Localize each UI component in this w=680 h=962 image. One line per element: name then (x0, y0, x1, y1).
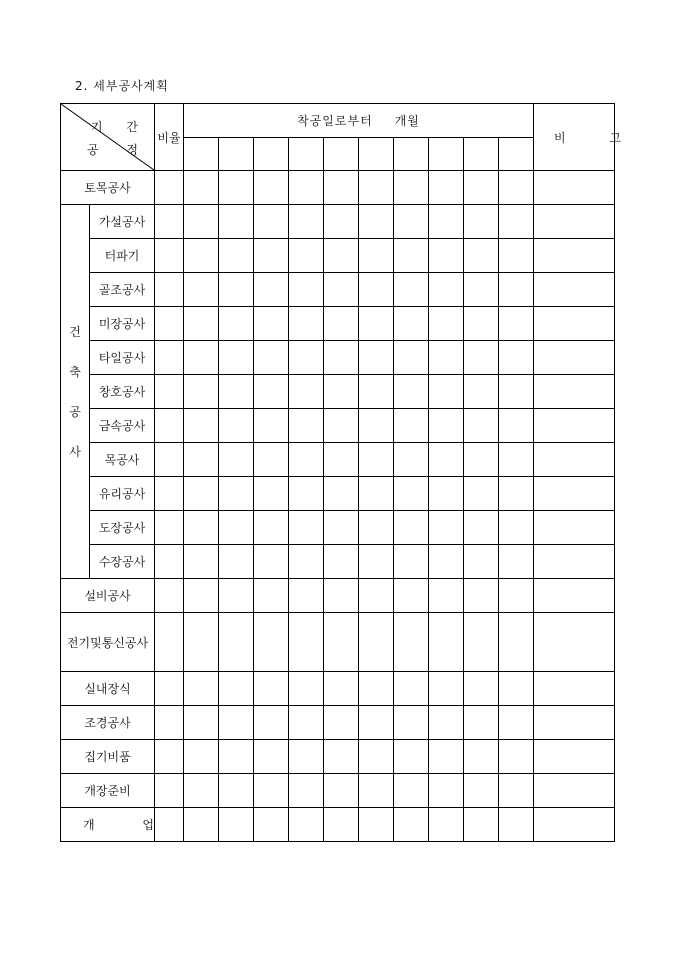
schedule-cell[interactable] (359, 545, 394, 579)
ratio-cell[interactable] (155, 477, 184, 511)
schedule-cell[interactable] (324, 808, 359, 842)
schedule-cell[interactable] (359, 706, 394, 740)
month-cell-2[interactable] (219, 138, 254, 171)
schedule-cell[interactable] (219, 477, 254, 511)
schedule-cell[interactable] (359, 774, 394, 808)
remarks-cell[interactable] (534, 239, 615, 273)
schedule-cell[interactable] (324, 672, 359, 706)
schedule-cell[interactable] (359, 307, 394, 341)
schedule-cell[interactable] (254, 774, 289, 808)
schedule-cell[interactable] (499, 545, 534, 579)
schedule-cell[interactable] (219, 341, 254, 375)
schedule-cell[interactable] (184, 545, 219, 579)
schedule-cell[interactable] (324, 171, 359, 205)
opening-label: 개 업 (83, 818, 176, 832)
schedule-cell[interactable] (254, 205, 289, 239)
building-group-char: 공 (69, 404, 81, 419)
schedule-cell[interactable] (184, 239, 219, 273)
remarks-cell[interactable] (534, 443, 615, 477)
remarks-cell[interactable] (534, 613, 615, 672)
process-label-earthwork: 토목공사 (61, 171, 155, 205)
schedule-cell[interactable] (184, 341, 219, 375)
schedule-cell[interactable] (324, 409, 359, 443)
remarks-cell[interactable] (534, 477, 615, 511)
schedule-cell[interactable] (499, 409, 534, 443)
schedule-cell[interactable] (464, 579, 499, 613)
schedule-cell[interactable] (359, 239, 394, 273)
schedule-cell[interactable] (359, 740, 394, 774)
schedule-cell[interactable] (464, 808, 499, 842)
schedule-cell[interactable] (289, 341, 324, 375)
schedule-cell[interactable] (394, 239, 429, 273)
schedule-cell[interactable] (499, 672, 534, 706)
process-label-temporary: 가설공사 (90, 205, 155, 239)
schedule-cell[interactable] (464, 409, 499, 443)
schedule-cell[interactable] (219, 273, 254, 307)
remarks-cell[interactable] (534, 579, 615, 613)
remarks-cell[interactable] (534, 808, 615, 842)
schedule-cell[interactable] (324, 477, 359, 511)
schedule-cell[interactable] (254, 409, 289, 443)
schedule-cell[interactable] (429, 613, 464, 672)
schedule-cell[interactable] (254, 706, 289, 740)
process-label-windows: 창호공사 (90, 375, 155, 409)
schedule-cell[interactable] (219, 409, 254, 443)
schedule-cell[interactable] (394, 740, 429, 774)
schedule-cell[interactable] (359, 672, 394, 706)
schedule-cell[interactable] (289, 613, 324, 672)
schedule-cell[interactable] (219, 239, 254, 273)
schedule-cell[interactable] (254, 375, 289, 409)
schedule-cell[interactable] (429, 774, 464, 808)
schedule-cell[interactable] (499, 375, 534, 409)
schedule-cell[interactable] (464, 375, 499, 409)
schedule-cell[interactable] (184, 307, 219, 341)
process-label-painting: 도장공사 (90, 511, 155, 545)
schedule-cell[interactable] (324, 774, 359, 808)
schedule-cell[interactable] (394, 774, 429, 808)
building-group-label (61, 205, 90, 579)
schedule-cell[interactable] (464, 477, 499, 511)
month-cell-7[interactable] (394, 138, 429, 171)
process-label-carpentry: 목공사 (90, 443, 155, 477)
schedule-cell[interactable] (324, 740, 359, 774)
schedule-cell[interactable] (464, 740, 499, 774)
process-label-tile: 타일공사 (90, 341, 155, 375)
process-label-excavation: 터파기 (90, 239, 155, 273)
schedule-cell[interactable] (184, 808, 219, 842)
schedule-cell[interactable] (429, 171, 464, 205)
schedule-cell[interactable] (289, 774, 324, 808)
remarks-cell[interactable] (534, 205, 615, 239)
schedule-cell[interactable] (184, 375, 219, 409)
month-cell-3[interactable] (254, 138, 289, 171)
schedule-cell[interactable] (394, 706, 429, 740)
table-row (61, 808, 615, 842)
schedule-cell[interactable] (219, 205, 254, 239)
period-process-header-cell (61, 104, 155, 171)
construction-schedule-table (60, 103, 641, 842)
table-row (61, 171, 615, 205)
table-row (61, 307, 615, 341)
schedule-cell[interactable] (359, 375, 394, 409)
building-group-char: 축 (69, 364, 81, 379)
process-label-frame: 골조공사 (90, 273, 155, 307)
schedule-cell[interactable] (219, 511, 254, 545)
remarks-header (534, 104, 641, 171)
remarks-cell[interactable] (534, 672, 615, 706)
schedule-cell[interactable] (324, 443, 359, 477)
table-row (61, 443, 615, 477)
table-row (61, 613, 615, 672)
schedule-cell[interactable] (184, 613, 219, 672)
schedule-cell[interactable] (289, 307, 324, 341)
ratio-cell[interactable] (155, 409, 184, 443)
table-row (61, 205, 615, 239)
schedule-cell[interactable] (289, 477, 324, 511)
schedule-cell[interactable] (429, 808, 464, 842)
schedule-cell[interactable] (429, 579, 464, 613)
schedule-cell[interactable] (324, 307, 359, 341)
schedule-cell[interactable] (359, 579, 394, 613)
process-label-electrical: 전기및통신공사 (61, 613, 155, 672)
ratio-cell[interactable] (155, 672, 184, 706)
schedule-cell[interactable] (359, 341, 394, 375)
process-label-finishing: 수장공사 (90, 545, 155, 579)
schedule-cell[interactable] (254, 545, 289, 579)
remarks-cell[interactable] (534, 307, 615, 341)
schedule-cell[interactable] (254, 341, 289, 375)
month-cell-10[interactable] (499, 138, 534, 171)
schedule-cell[interactable] (184, 443, 219, 477)
schedule-cell[interactable] (499, 239, 534, 273)
process-label-metal: 금속공사 (90, 409, 155, 443)
ratio-cell[interactable] (155, 740, 184, 774)
schedule-cell[interactable] (324, 239, 359, 273)
schedule-cell[interactable] (394, 808, 429, 842)
schedule-cell[interactable] (184, 511, 219, 545)
ratio-cell[interactable] (155, 375, 184, 409)
schedule-cell[interactable] (219, 545, 254, 579)
schedule-cell[interactable] (499, 307, 534, 341)
schedule-cell[interactable] (219, 672, 254, 706)
schedule-cell[interactable] (464, 613, 499, 672)
schedule-cell[interactable] (359, 613, 394, 672)
schedule-cell[interactable] (254, 239, 289, 273)
schedule-cell[interactable] (184, 672, 219, 706)
remarks-cell[interactable] (534, 511, 615, 545)
schedule-cell[interactable] (254, 511, 289, 545)
ratio-cell[interactable] (155, 545, 184, 579)
schedule-cell[interactable] (429, 239, 464, 273)
schedule-cell[interactable] (289, 511, 324, 545)
ratio-cell[interactable] (155, 341, 184, 375)
month-cell-8[interactable] (429, 138, 464, 171)
process-label-equipment: 설비공사 (61, 579, 155, 613)
table-row (61, 706, 615, 740)
schedule-cell[interactable] (499, 443, 534, 477)
schedule-cell[interactable] (429, 443, 464, 477)
table-row (61, 273, 615, 307)
schedule-cell[interactable] (289, 672, 324, 706)
schedule-cell[interactable] (289, 205, 324, 239)
schedule-cell[interactable] (394, 672, 429, 706)
schedule-cell[interactable] (219, 443, 254, 477)
schedule-cell[interactable] (219, 706, 254, 740)
schedule-cell[interactable] (289, 409, 324, 443)
ratio-cell[interactable] (155, 239, 184, 273)
schedule-cell[interactable] (429, 341, 464, 375)
schedule-cell[interactable] (184, 477, 219, 511)
schedule-cell[interactable] (394, 375, 429, 409)
schedule-cell[interactable] (464, 706, 499, 740)
month-cell-5[interactable] (324, 138, 359, 171)
schedule-cell[interactable] (359, 409, 394, 443)
schedule-cell[interactable] (429, 375, 464, 409)
month-cell-6[interactable] (359, 138, 394, 171)
process-label-preparation: 개장준비 (61, 774, 155, 808)
schedule-cell[interactable] (289, 171, 324, 205)
schedule-cell[interactable] (219, 740, 254, 774)
month-cell-1[interactable] (184, 138, 219, 171)
schedule-cell[interactable] (254, 477, 289, 511)
schedule-cell[interactable] (499, 774, 534, 808)
schedule-cell[interactable] (429, 511, 464, 545)
ratio-cell[interactable] (155, 579, 184, 613)
schedule-cell[interactable] (184, 205, 219, 239)
schedule-cell[interactable] (499, 740, 534, 774)
schedule-cell[interactable] (464, 341, 499, 375)
schedule-cell[interactable] (184, 171, 219, 205)
months-from-start-header (184, 104, 534, 138)
schedule-cell[interactable] (184, 774, 219, 808)
table-row (61, 579, 615, 613)
schedule-cell[interactable] (289, 375, 324, 409)
schedule-cell[interactable] (464, 443, 499, 477)
table-row (61, 672, 615, 706)
schedule-cell[interactable] (429, 477, 464, 511)
remarks-cell[interactable] (534, 171, 615, 205)
remarks-cell[interactable] (534, 409, 615, 443)
process-label: 공 정 (87, 143, 150, 157)
schedule-cell[interactable] (219, 579, 254, 613)
schedule-cell[interactable] (394, 205, 429, 239)
schedule-cell[interactable] (394, 443, 429, 477)
schedule-cell[interactable] (499, 273, 534, 307)
remarks-cell[interactable] (534, 740, 615, 774)
schedule-cell[interactable] (289, 545, 324, 579)
schedule-cell[interactable] (394, 613, 429, 672)
diagonal-line (61, 104, 154, 170)
schedule-cell[interactable] (464, 205, 499, 239)
process-label-furniture: 집기비품 (61, 740, 155, 774)
table-row (61, 409, 615, 443)
schedule-cell[interactable] (254, 613, 289, 672)
remarks-cell[interactable] (534, 341, 615, 375)
month-cell-4[interactable] (289, 138, 324, 171)
schedule-cell[interactable] (254, 443, 289, 477)
table-row (61, 477, 615, 511)
process-label-glass: 유리공사 (90, 477, 155, 511)
schedule-cell[interactable] (429, 307, 464, 341)
ratio-cell[interactable] (155, 273, 184, 307)
schedule-cell[interactable] (499, 171, 534, 205)
period-label: 기 간 (91, 120, 148, 134)
schedule-cell[interactable] (394, 273, 429, 307)
schedule-cell[interactable] (324, 341, 359, 375)
schedule-cell[interactable] (254, 672, 289, 706)
schedule-cell[interactable] (324, 706, 359, 740)
section-heading: 2. 세부공사계획 (75, 79, 169, 93)
schedule-cell[interactable] (324, 511, 359, 545)
schedule-cell[interactable] (219, 774, 254, 808)
schedule-cell[interactable] (289, 808, 324, 842)
schedule-cell[interactable] (499, 511, 534, 545)
schedule-cell[interactable] (359, 511, 394, 545)
schedule-cell[interactable] (324, 375, 359, 409)
schedule-cell[interactable] (184, 706, 219, 740)
table-row (61, 774, 615, 808)
schedule-cell[interactable] (254, 740, 289, 774)
schedule-cell[interactable] (184, 740, 219, 774)
month-cell-9[interactable] (464, 138, 499, 171)
schedule-cell[interactable] (464, 239, 499, 273)
schedule-cell[interactable] (499, 205, 534, 239)
ratio-cell[interactable] (155, 171, 184, 205)
schedule-cell[interactable] (499, 341, 534, 375)
header-row-1 (61, 104, 615, 138)
schedule-cell[interactable] (254, 273, 289, 307)
schedule-cell[interactable] (254, 808, 289, 842)
ratio-cell[interactable] (155, 511, 184, 545)
schedule-cell[interactable] (499, 477, 534, 511)
schedule-cell[interactable] (464, 545, 499, 579)
schedule-cell[interactable] (394, 477, 429, 511)
schedule-cell[interactable] (289, 579, 324, 613)
schedule-cell[interactable] (359, 477, 394, 511)
process-label-plaster: 미장공사 (90, 307, 155, 341)
schedule-cell[interactable] (254, 579, 289, 613)
schedule-cell[interactable] (254, 307, 289, 341)
process-label-landscape: 조경공사 (61, 706, 155, 740)
process-label-opening (61, 808, 176, 842)
remarks-cell[interactable] (534, 774, 615, 808)
schedule-cell[interactable] (324, 613, 359, 672)
schedule-cell[interactable] (499, 613, 534, 672)
schedule-cell[interactable] (324, 273, 359, 307)
table-row (61, 341, 615, 375)
remarks-cell[interactable] (534, 545, 615, 579)
schedule-cell[interactable] (184, 273, 219, 307)
ratio-cell[interactable] (155, 205, 184, 239)
schedule-cell[interactable] (394, 545, 429, 579)
ratio-cell[interactable] (155, 774, 184, 808)
ratio-cell[interactable] (155, 307, 184, 341)
remarks-label: 비 고 (554, 130, 641, 145)
building-group-char: 사 (69, 444, 81, 459)
process-label-interior: 실내장식 (61, 672, 155, 706)
schedule-cell[interactable] (219, 808, 254, 842)
schedule-cell[interactable] (219, 613, 254, 672)
schedule-cell[interactable] (499, 706, 534, 740)
schedule-cell[interactable] (184, 409, 219, 443)
schedule-cell[interactable] (359, 171, 394, 205)
schedule-cell[interactable] (394, 409, 429, 443)
ratio-cell[interactable] (155, 613, 184, 672)
ratio-header: 비율 (155, 104, 184, 171)
schedule-cell[interactable] (359, 205, 394, 239)
schedule-cell[interactable] (394, 341, 429, 375)
schedule-cell[interactable] (289, 443, 324, 477)
schedule-cell[interactable] (464, 273, 499, 307)
table-row (61, 545, 615, 579)
ratio-cell[interactable] (155, 706, 184, 740)
schedule-cell[interactable] (359, 808, 394, 842)
schedule-cell[interactable] (429, 672, 464, 706)
table-row (61, 511, 615, 545)
schedule-cell[interactable] (429, 409, 464, 443)
month-suffix: 개월 (394, 114, 420, 128)
remarks-cell[interactable] (534, 273, 615, 307)
schedule-cell[interactable] (359, 273, 394, 307)
schedule-cell[interactable] (429, 273, 464, 307)
schedule-cell[interactable] (254, 171, 289, 205)
schedule-cell[interactable] (289, 740, 324, 774)
building-group-char: 건 (69, 324, 81, 339)
schedule-cell[interactable] (499, 808, 534, 842)
schedule-cell[interactable] (464, 774, 499, 808)
schedule-cell[interactable] (394, 579, 429, 613)
schedule-cell[interactable] (429, 545, 464, 579)
schedule-cell[interactable] (429, 205, 464, 239)
schedule-cell[interactable] (429, 740, 464, 774)
schedule-cell[interactable] (464, 171, 499, 205)
schedule-cell[interactable] (429, 706, 464, 740)
schedule-cell[interactable] (464, 511, 499, 545)
schedule-cell[interactable] (499, 579, 534, 613)
schedule-cell[interactable] (394, 307, 429, 341)
remarks-cell[interactable] (534, 706, 615, 740)
schedule-cell[interactable] (219, 307, 254, 341)
remarks-cell[interactable] (534, 375, 615, 409)
schedule-cell[interactable] (289, 706, 324, 740)
schedule-cell[interactable] (324, 205, 359, 239)
table-row (61, 740, 615, 774)
table-row (61, 239, 615, 273)
schedule-cell[interactable] (219, 171, 254, 205)
schedule-cell[interactable] (289, 273, 324, 307)
ratio-cell[interactable] (155, 443, 184, 477)
schedule-cell[interactable] (359, 443, 394, 477)
schedule-cell[interactable] (324, 579, 359, 613)
schedule-cell[interactable] (464, 672, 499, 706)
schedule-cell[interactable] (219, 375, 254, 409)
table-row (61, 375, 615, 409)
schedule-cell[interactable] (394, 171, 429, 205)
schedule-cell[interactable] (464, 307, 499, 341)
schedule-cell[interactable] (184, 579, 219, 613)
schedule-cell[interactable] (289, 239, 324, 273)
month-prefix: 착공일로부터 (297, 114, 373, 128)
schedule-cell[interactable] (324, 545, 359, 579)
schedule-cell[interactable] (394, 511, 429, 545)
